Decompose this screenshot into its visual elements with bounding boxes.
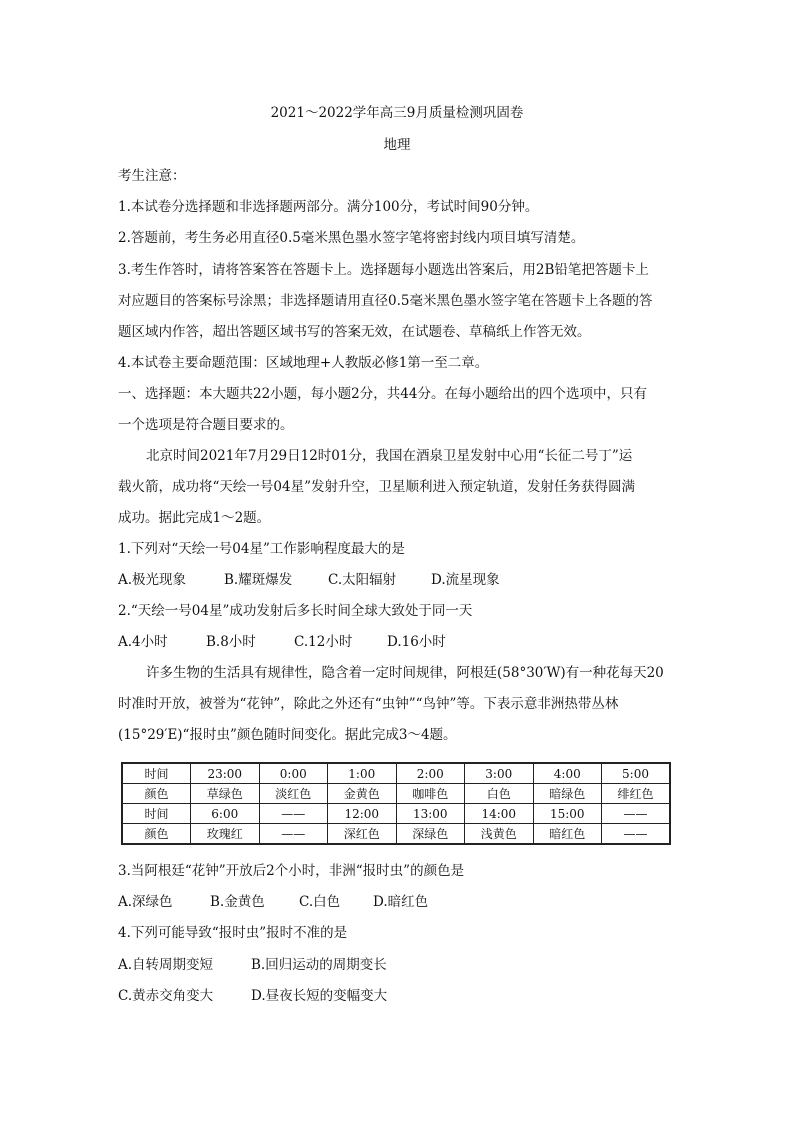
answer-option: A.深绿色 — [118, 894, 173, 910]
table-cell: 15:00 — [533, 804, 602, 824]
data-table — [121, 762, 671, 845]
table-cell: 浅黄色 — [465, 824, 534, 845]
answer-option: D.16小时 — [387, 634, 446, 650]
answer-option: D.流星现象 — [431, 572, 500, 588]
answer-option: C.黄赤交角变大 — [118, 988, 214, 1004]
table-cell: 颜色 — [122, 824, 191, 845]
table-cell: —— — [259, 804, 328, 824]
passage-line: 北京时间2021年7月29日12时01分，我国在酒泉卫星发射中心用“长征二号丁”运 — [146, 448, 633, 464]
notice-heading: 考生注意： — [118, 168, 186, 184]
passage-line: 成功。据此完成1～2题。 — [118, 510, 271, 526]
answer-option: D.暗红色 — [373, 894, 429, 910]
table-cell: 23:00 — [191, 763, 260, 784]
passage-line: 载火箭，成功将“天绘一号04星”发射升空，卫星顺利进入预定轨道，发射任务获得圆满 — [118, 479, 635, 495]
notice-item: 2.答题前，考生务必用直径0.5毫米黑色墨水签字笔将密封线内项目填写清楚。 — [118, 230, 585, 246]
table-cell: 6:00 — [191, 804, 260, 824]
passage-line: (15°29′E)“报时虫”颜色随时间变化。据此完成3～4题。 — [118, 727, 457, 743]
exam-title: 2021～2022学年高三9月质量检测巩固卷 — [270, 105, 524, 121]
table-cell: 2:00 — [396, 763, 465, 784]
question-stem: 2.“天绘一号04星”成功发射后多长时间全球大致处于同一天 — [118, 603, 473, 619]
question-stem: 3.当阿根廷“花钟”开放后2个小时，非洲“报时虫”的颜色是 — [118, 863, 465, 879]
section-heading: 一、选择题：本大题共22小题，每小题2分，共44分。在每小题给出的四个选项中，只有 — [118, 386, 647, 402]
table-cell: 12:00 — [328, 804, 397, 824]
notice-item: 题区域内作答，超出答题区域书写的答案无效，在试题卷、草稿纸上作答无效。 — [118, 324, 591, 340]
table-cell: —— — [259, 824, 328, 845]
table-cell: 时间 — [122, 763, 191, 784]
table-cell: 0:00 — [259, 763, 328, 784]
notice-item: 3.考生作答时，请将答案答在答题卡上。选择题每小题选出答案后，用2B铅笔把答题卡上 — [118, 262, 649, 278]
answer-option: C.12小时 — [294, 634, 353, 650]
table-cell: 深红色 — [328, 824, 397, 845]
answer-option: A.4小时 — [118, 634, 168, 650]
table-cell: 白色 — [465, 784, 534, 804]
table-row — [122, 784, 670, 804]
table-cell: 淡红色 — [259, 784, 328, 804]
table-cell: —— — [602, 804, 671, 824]
table-cell: 咖啡色 — [396, 784, 465, 804]
table-row — [122, 763, 670, 784]
answer-option: B.回归运动的周期变长 — [251, 957, 387, 973]
question-stem: 1.下列对“天绘一号04星”工作影响程度最大的是 — [118, 541, 405, 557]
table-row — [122, 804, 670, 824]
answer-option: B.金黄色 — [210, 894, 265, 910]
table-cell: 金黄色 — [328, 784, 397, 804]
answer-option: D.昼夜长短的变幅变大 — [251, 988, 388, 1004]
table-cell: 14:00 — [465, 804, 534, 824]
answer-option: B.耀斑爆发 — [224, 572, 293, 588]
table-cell: 颜色 — [122, 784, 191, 804]
answer-option: A.极光现象 — [118, 572, 187, 588]
passage-line: 许多生物的生活具有规律性，隐含着一定时间规律，阿根廷(58°30′W)有一种花每天20 — [146, 665, 664, 681]
answer-option: C.白色 — [299, 894, 341, 910]
table-cell: 4:00 — [533, 763, 602, 784]
table-cell: 绯红色 — [602, 784, 671, 804]
table-cell: 时间 — [122, 804, 191, 824]
notice-item: 4.本试卷主要命题范围：区域地理+人教版必修1第一至二章。 — [118, 355, 489, 371]
table-cell: 暗绿色 — [533, 784, 602, 804]
question-stem: 4.下列可能导致“报时虫”报时不准的是 — [118, 925, 348, 941]
notice-item: 1.本试卷分选择题和非选择题两部分。满分100分，考试时间90分钟。 — [118, 199, 539, 215]
table-cell: —— — [602, 824, 671, 845]
table-cell: 3:00 — [465, 763, 534, 784]
section-heading: 一个选项是符合题目要求的。 — [118, 417, 294, 433]
subject-title: 地理 — [383, 137, 411, 153]
table-cell: 1:00 — [328, 763, 397, 784]
table-cell: 暗红色 — [533, 824, 602, 845]
table-cell: 草绿色 — [191, 784, 260, 804]
table-row — [122, 824, 670, 845]
table-cell: 玫瑰红 — [191, 824, 260, 845]
answer-option: B.8小时 — [206, 634, 256, 650]
answer-option: C.太阳辐射 — [328, 572, 397, 588]
table-cell: 13:00 — [396, 804, 465, 824]
passage-line: 时准时开放，被誉为“花钟”，除此之外还有“虫钟”“鸟钟”等。下表示意非洲热带丛林 — [118, 696, 619, 712]
answer-option: A.自转周期变短 — [118, 957, 214, 973]
table-cell: 深绿色 — [396, 824, 465, 845]
notice-item: 对应题目的答案标号涂黑；非选择题请用直径0.5毫米黑色墨水签字笔在答题卡上各题的答 — [118, 293, 653, 309]
table-cell: 5:00 — [602, 763, 671, 784]
